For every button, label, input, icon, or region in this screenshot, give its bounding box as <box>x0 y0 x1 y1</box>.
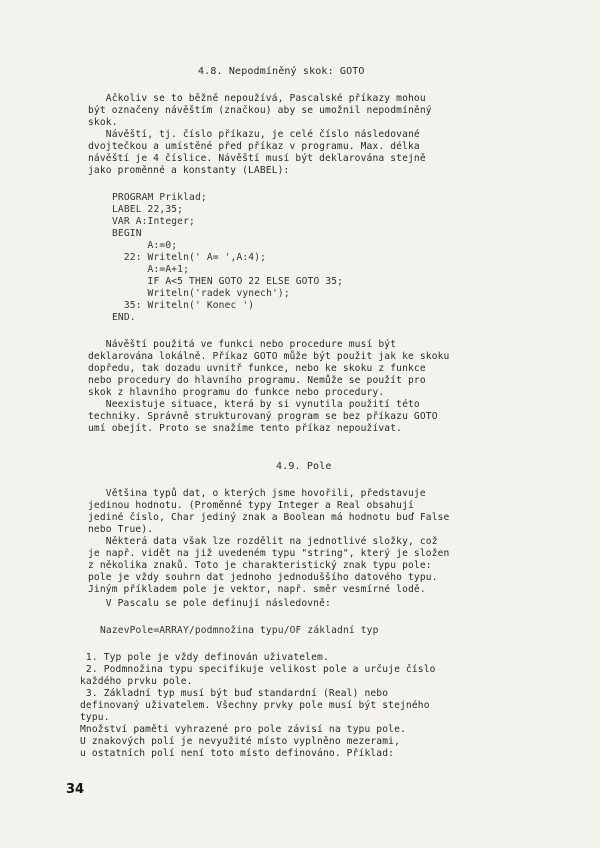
list-line: 2. Podmnožina typu specifikuje velikost pole a určuje číslo <box>80 664 436 675</box>
text-line: Neexistuje situace, která by si vynutila použití této <box>88 399 420 410</box>
text-line: Návěští, tj. číslo příkazu, je celé číslo následované <box>88 129 420 140</box>
code-line: A:=A+1; <box>112 264 190 275</box>
syntax-line: NazevPole=ARRAY/podmnožina typu/OF základní typ <box>100 625 379 636</box>
text-line: V Pascalu se pole definují následovně: <box>88 598 331 609</box>
code-line: 35: Writeln(' Konec ') <box>112 300 255 311</box>
code-line: 22: Writeln(' A= ',A:4); <box>112 252 267 263</box>
code-line: LABEL 22,35; <box>112 204 184 215</box>
text-line: být označeny návěštím (značkou) aby se umožnil nepodmíněný <box>88 105 432 116</box>
list-line: typu. <box>80 712 110 723</box>
text-line: Některá data však lze rozdělit na jednotlivé složky, což <box>88 536 438 547</box>
text-line: návěští je 4 číslice. Návěští musí být deklarována stejně <box>88 153 426 164</box>
text-line: jedinou hodnotu. (Proměnné typy Integer a Real obsahují <box>88 500 414 511</box>
page-number: 34 <box>66 782 85 797</box>
list-line: definovaný uživatelem. Všechny prvky pole musí být stejného <box>80 700 430 711</box>
text-line: umí obejít. Proto se snažíme tento příkaz nepoužívat. <box>88 423 403 434</box>
code-line: PROGRAM Priklad; <box>112 192 207 203</box>
text-line: u ostatních polí není toto místo definováno. Příklad: <box>80 748 395 759</box>
text-line: deklarována lokálně. Příkaz GOTO může být použit jak ke skoku <box>88 351 450 362</box>
code-line: IF A<5 THEN GOTO 22 ELSE GOTO 35; <box>112 276 344 287</box>
text-line: z několika znaků. Toto je charakteristický znak typu pole: <box>88 560 432 571</box>
section-heading-pole: 4.9. Pole <box>276 461 332 472</box>
list-line: 1. Typ pole je vždy definován uživatelem. <box>80 652 329 663</box>
text-line: Jiným příkladem pole je vektor, např. směr vesmírné lodě. <box>88 584 426 595</box>
text-line: Návěští použitá ve funkci nebo procedure musí být <box>88 339 397 350</box>
text-line: techniky. Správně strukturovaný program se bez příkazu GOTO <box>88 411 438 422</box>
code-line: VAR A:Integer; <box>112 216 195 227</box>
text-line: skok z hlavního programu do funkce nebo procedury. <box>88 387 385 398</box>
text-line: je např. vidět na již uvedeném typu "string", který je složen <box>88 548 450 559</box>
text-line: U znakových polí je nevyužité místo vyplněno mezerami, <box>80 736 400 747</box>
text-line: nebo procedury do hlavního programu. Nemůže se použít pro <box>88 375 426 386</box>
text-line: skok. <box>88 117 118 128</box>
list-line: každého prvku pole. <box>80 676 193 687</box>
list-line: 3. Základní typ musí být buď standardní (Real) nebo <box>80 688 389 699</box>
text-line: pole je vždy souhrn dat jednoho jednoduššího datového typu. <box>88 572 438 583</box>
code-line: BEGIN <box>112 228 142 239</box>
text-line: jako proměnné a konstanty (LABEL): <box>88 165 290 176</box>
text-line: Většina typů dat, o kterých jsme hovořili, představuje <box>88 488 426 499</box>
text-line: dvojtečkou a umístěné před příkaz v programu. Max. délka <box>88 141 420 152</box>
text-line: Množství paměti vyhrazené pro pole závisí na typu pole. <box>80 724 406 735</box>
text-line: jediné číslo, Char jediný znak a Boolean má hodnotu buď False <box>88 512 450 523</box>
code-line: END. <box>112 312 136 323</box>
code-line: A:=0; <box>112 240 178 251</box>
text-line: nebo True). <box>88 524 154 535</box>
text-line: Ačkoliv se to běžně nepoužívá, Pascalské příkazy mohou <box>88 93 426 104</box>
text-line: dopředu, tak dozadu uvnitř funkce, nebo ke skoku z funkce <box>88 363 426 374</box>
code-line: Writeln('radek vynech'); <box>112 288 290 299</box>
section-heading-goto: 4.8. Nepodmíněný skok: GOTO <box>198 66 365 77</box>
